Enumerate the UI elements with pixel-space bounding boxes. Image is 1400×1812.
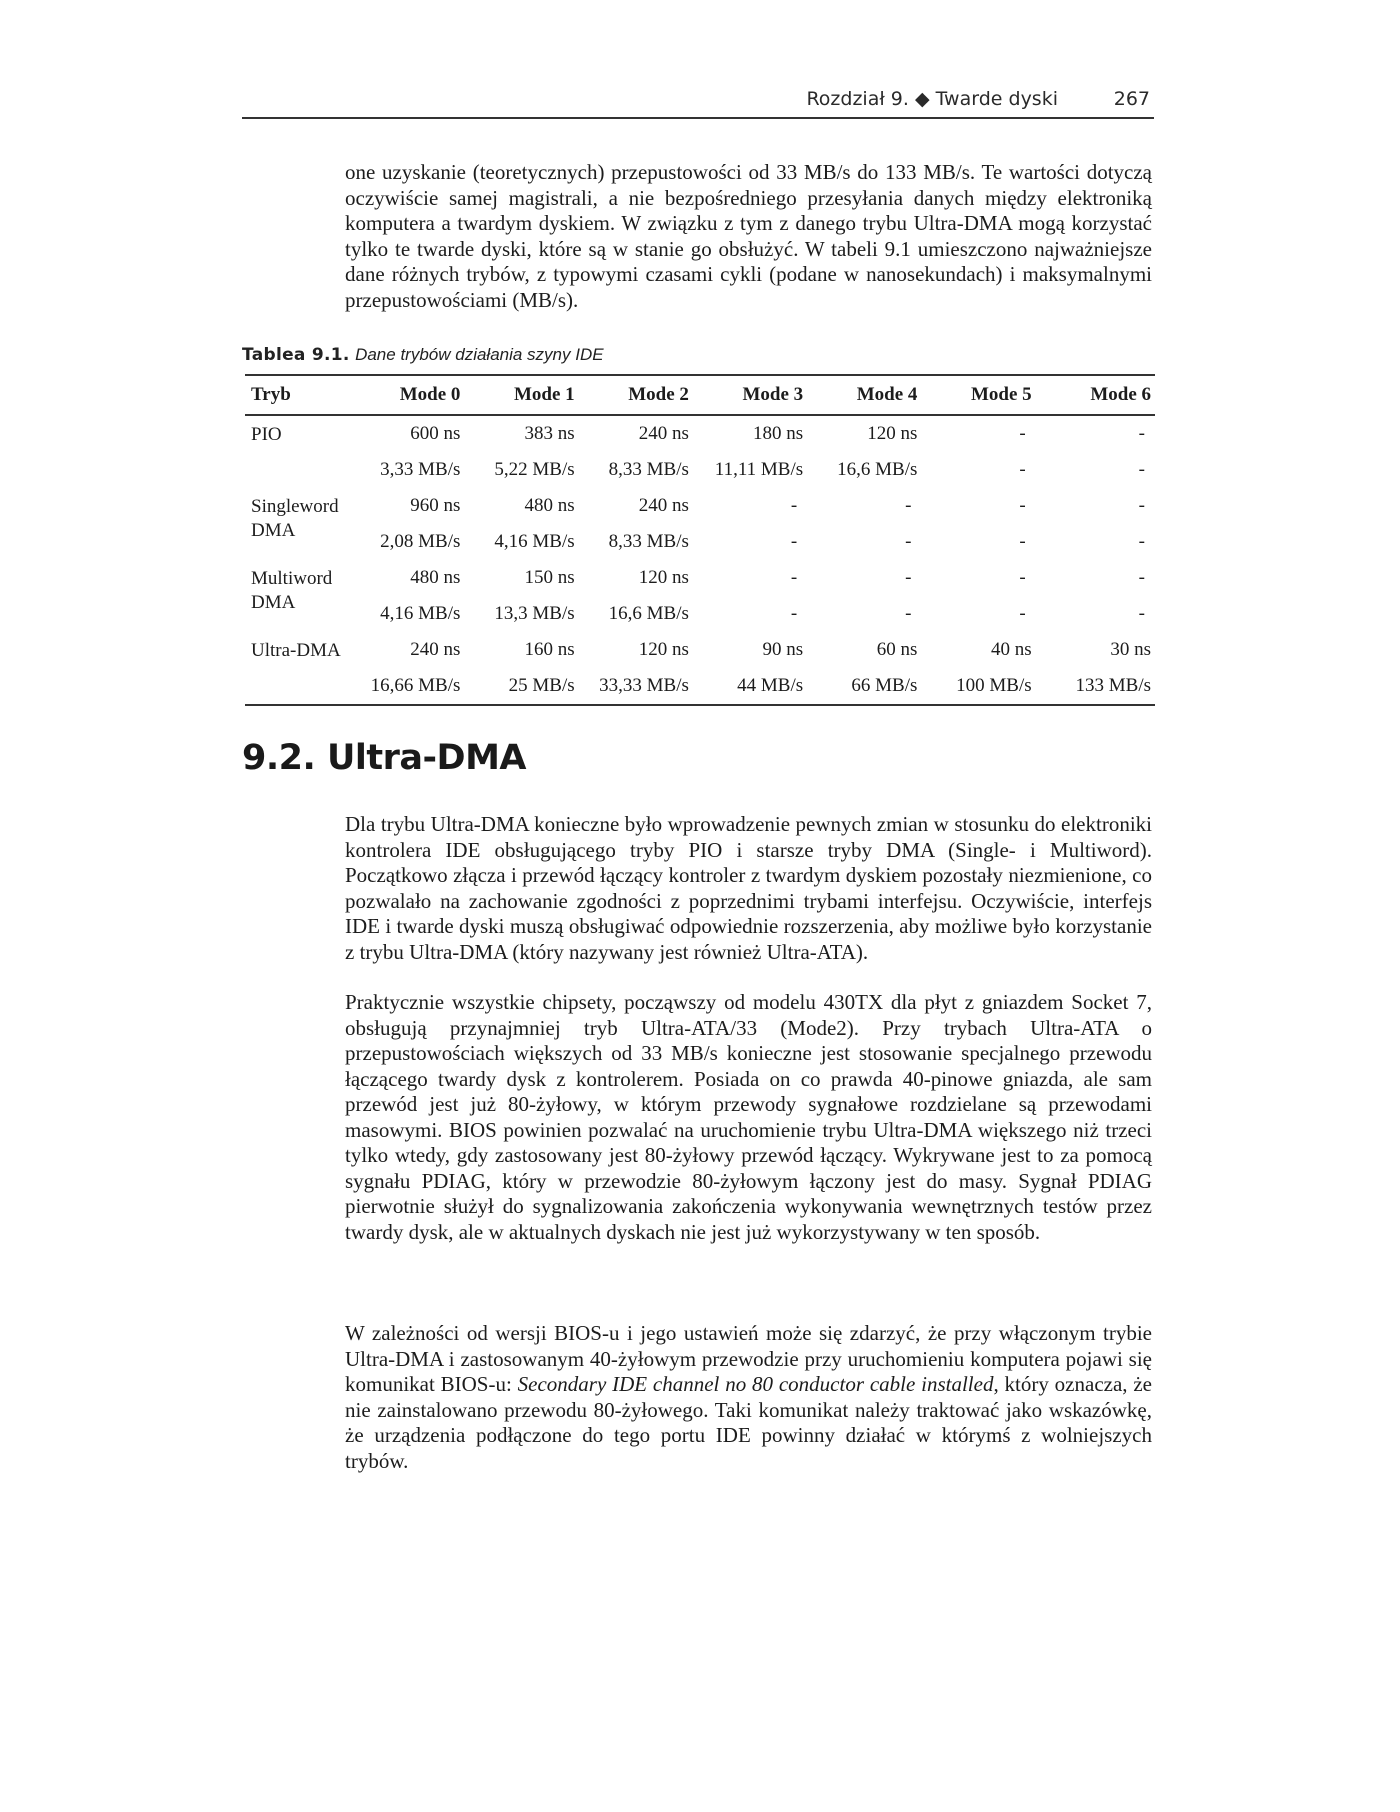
table-cell: 66 MB/s bbox=[851, 675, 918, 696]
table-cell: 4,16 MB/s bbox=[380, 603, 461, 624]
mode-type-cell: Singleword DMA bbox=[251, 496, 339, 541]
table-cell: - bbox=[1019, 567, 1026, 588]
column-header: Mode 4 bbox=[807, 375, 921, 415]
table-cell: 383 ns bbox=[524, 423, 575, 444]
table-cell: - bbox=[1138, 567, 1145, 588]
section-paragraph-2: Praktycznie wszystkie chipsety, począwszy od modelu 430TX dla płyt z gniazdem Socket 7, obsługują przynajmniej tryb Ultra-ATA/33 (Mode2). Przy trybach Ultra-ATA o przepustowościach większych od 33 MB/s konieczne jest stosowanie specjalnego przewodu łączącego twardy dysk z kontrolerem. Posiada on co prawda 40-pinowe gniazda, ale sam przewód jest już 80-żyłowy, w którym przewody sygnałowe rozdzielane są przewodami masowymi. BIOS powinien pozwalać na uruchomienie trybu Ultra-DMA większego niż trzeci tylko wtedy, gdy zastosowany jest 80-żyłowy przewód łączący. Wykrywane jest to za pomocą sygnału PDIAG, który w przewodzie 80-żyłowym łączony jest do masy. Sygnał PDIAG pierwotnie służył do sygnalizowania zakończenia wykonywania wewnętrznych testów przez twardy dysk, ale w aktualnych dyskach nie jest już wykorzystywany w ten sposób. bbox=[345, 990, 1152, 1244]
table-cell: - bbox=[1019, 531, 1026, 552]
table-cell: 90 ns bbox=[762, 639, 804, 660]
paragraph-text: W zależności od wersji BIOS-u i jego ustawień może się zdarzyć, że przy włączonym trybie Ultra-DMA i zastosowanym 40-żyłowym przewodzie przy uruchomieniu komputera pojawi się komunikat BIOS-u: bbox=[345, 1321, 1152, 1396]
table-cell: 16,6 MB/s bbox=[608, 603, 689, 624]
table-cell: - bbox=[1138, 459, 1145, 480]
table-cell: 120 ns bbox=[867, 423, 918, 444]
table-cell: - bbox=[790, 603, 798, 624]
table-header-row bbox=[245, 375, 1155, 415]
table-cell: 60 ns bbox=[876, 639, 918, 660]
table-cell: - bbox=[905, 567, 912, 588]
table-row bbox=[245, 452, 1155, 488]
mode-type-cell: PIO bbox=[251, 424, 282, 445]
table-cell: 2,08 MB/s bbox=[380, 531, 461, 552]
table-cell: - bbox=[905, 495, 912, 516]
table-cell: 960 ns bbox=[410, 495, 461, 516]
column-header: Mode 0 bbox=[350, 375, 464, 415]
table-row bbox=[245, 560, 1155, 596]
table-cell: 180 ns bbox=[752, 423, 804, 444]
table-cell: - bbox=[1138, 495, 1145, 516]
table-cell: 120 ns bbox=[638, 567, 689, 588]
section-paragraph-1: Dla trybu Ultra-DMA konieczne było wprowadzenie pewnych zmian w stosunku do elektroniki kontrolera IDE obsługującego tryby PIO i starsze tryby DMA (Single- i Multiword). Początkowo złącza i przewód łączący kontroler z twardym dyskiem pozostały niezmienione, co pozwalało na zachowanie zgodności z poprzednimi trybami interfejsu. Oczywiście, interfejs IDE i twarde dyski muszą obsługiwać odpowiednie rozszerzenia, aby możliwe było korzystanie z trybu Ultra-DMA (który nazywany jest również Ultra-ATA). bbox=[345, 812, 1152, 964]
table-cell: 25 MB/s bbox=[508, 675, 575, 696]
table-cell: 3,33 MB/s bbox=[380, 459, 461, 480]
table-cell: 160 ns bbox=[524, 639, 575, 660]
column-header: Mode 5 bbox=[921, 375, 1035, 415]
bios-message: Secondary IDE channel no 80 conductor cable installed bbox=[517, 1372, 994, 1396]
table-cell: 16,6 MB/s bbox=[837, 459, 918, 480]
table-cell: 150 ns bbox=[524, 567, 575, 588]
table-caption-text: Dane trybów działania szyny IDE bbox=[355, 345, 604, 364]
table-cell: 480 ns bbox=[524, 495, 575, 516]
table-cell: - bbox=[1138, 603, 1145, 624]
table-cell: - bbox=[1019, 603, 1026, 624]
mode-type-cell: Ultra-DMA bbox=[251, 640, 341, 661]
intro-paragraph: one uzyskanie (teoretycznych) przepustowości od 33 MB/s do 133 MB/s. Te wartości dotyczą oczywiście samej magistrali, a nie bezpośredniego przesyłania danych między elektroniką komputera a twardym dyskiem. W związku z tym z danego trybu Ultra-DMA mogą korzystać tylko te twarde dyski, które są w stanie go obsłużyć. W tabeli 9.1 umieszczono najważniejsze dane różnych trybów, z typowymi czasami cykli (podane w nanosekundach) i maksymalnymi przepustowościami (MB/s). bbox=[345, 160, 1152, 312]
table-cell: 11,11 MB/s bbox=[714, 459, 804, 480]
table-cell: 33,33 MB/s bbox=[599, 675, 689, 696]
table-caption bbox=[242, 345, 604, 365]
column-header: Tryb bbox=[245, 375, 350, 415]
table-cell: - bbox=[1019, 423, 1026, 444]
table-cell: 133 MB/s bbox=[1075, 675, 1151, 696]
table-cell: 30 ns bbox=[1110, 639, 1151, 660]
table-cell: 40 ns bbox=[990, 639, 1032, 660]
section-paragraph-3 bbox=[345, 1321, 1152, 1474]
table-caption-label: Tablea 9.1. bbox=[242, 345, 350, 365]
table-row bbox=[245, 632, 1155, 668]
table-cell: - bbox=[1019, 459, 1026, 480]
page-number: 267 bbox=[1113, 88, 1150, 110]
table-cell: 8,33 MB/s bbox=[608, 459, 689, 480]
table-row bbox=[245, 488, 1155, 524]
table-cell: 240 ns bbox=[410, 639, 461, 660]
ide-modes-table bbox=[245, 374, 1155, 706]
table-cell: 13,3 MB/s bbox=[494, 603, 575, 624]
table-cell: 16,66 MB/s bbox=[370, 675, 461, 696]
column-header: Mode 1 bbox=[464, 375, 578, 415]
table-cell: 5,22 MB/s bbox=[494, 459, 575, 480]
table-row bbox=[245, 668, 1155, 705]
table-cell: 44 MB/s bbox=[737, 675, 804, 696]
table-cell: - bbox=[905, 531, 912, 552]
chapter-title: Rozdział 9. ◆ Twarde dyski bbox=[806, 88, 1058, 110]
mode-type-cell: Multiword DMA bbox=[251, 568, 333, 613]
table-cell: - bbox=[1138, 531, 1145, 552]
table-cell: 240 ns bbox=[638, 423, 689, 444]
table-cell: 480 ns bbox=[410, 567, 461, 588]
table-cell: - bbox=[1019, 495, 1026, 516]
header-rule bbox=[242, 117, 1154, 119]
table-row bbox=[245, 596, 1155, 632]
section-heading: 9.2. Ultra-DMA bbox=[242, 738, 527, 778]
table-row bbox=[245, 415, 1155, 452]
table-cell: 600 ns bbox=[410, 423, 461, 444]
table-cell: - bbox=[905, 603, 912, 624]
table-cell: - bbox=[1138, 423, 1145, 444]
column-header: Mode 2 bbox=[579, 375, 693, 415]
table-cell: 120 ns bbox=[638, 639, 689, 660]
table-cell: 100 MB/s bbox=[956, 675, 1032, 696]
paragraph-text: , który oznacza, że nie zainstalowano przewodu 80-żyłowego. Taki komunikat należy traktować jako wskazówkę, że urządzenia podłączone do tego portu IDE powinny działać w którymś z wolniejszych trybów. bbox=[345, 1372, 1152, 1473]
table-row bbox=[245, 524, 1155, 560]
table-cell: - bbox=[790, 531, 798, 552]
column-header: Mode 3 bbox=[693, 375, 807, 415]
table-cell: - bbox=[790, 495, 798, 516]
running-header bbox=[242, 84, 1154, 118]
table-cell: - bbox=[790, 567, 798, 588]
table-cell: 8,33 MB/s bbox=[608, 531, 689, 552]
table-cell: 4,16 MB/s bbox=[494, 531, 575, 552]
column-header: Mode 6 bbox=[1036, 375, 1155, 415]
table-cell: 240 ns bbox=[638, 495, 689, 516]
